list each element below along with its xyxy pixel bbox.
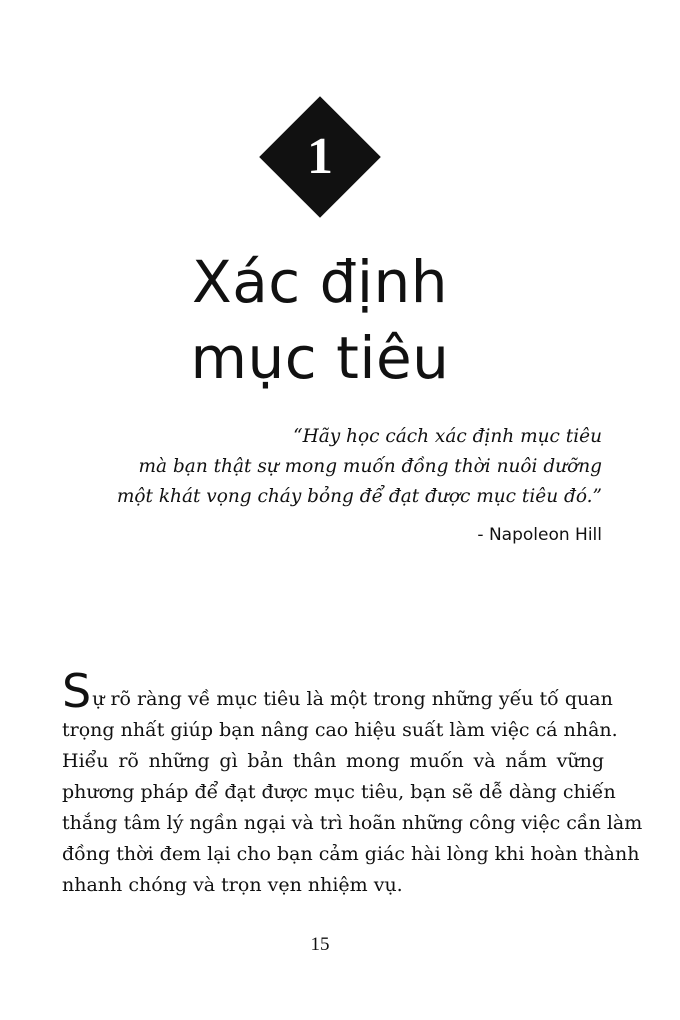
body-line-2: trọng nhất giúp bạn nâng cao hiệu suất làm việc cá nhân. [62,719,618,741]
body-line-6: đồng thời đem lại cho bạn cảm giác hài lòng khi hoàn thành [62,843,640,865]
body-line-1 [62,664,613,718]
epigraph-quote [82,422,602,550]
body-paragraph [62,664,643,901]
body-line-7: nhanh chóng và trọn vẹn nhiệm vụ. [62,874,403,896]
epigraph-author: - Napoleon Hill [477,525,602,545]
body-line-3: Hiểu rõ những gì bản thân mong muốn và nắm vững [62,750,604,772]
body-line-1-text: ự rõ ràng về mục tiêu là một trong những yếu tố quan [92,688,613,710]
body-line-4: phương pháp để đạt được mục tiêu, bạn sẽ dễ dàng chiến [62,781,616,803]
epigraph-line-3: một khát vọng cháy bỏng để đạt được mục tiêu đó.” [116,486,602,507]
body-line-5: thắng tâm lý ngần ngại và trì hoãn những công việc cần làm [62,812,643,834]
chapter-title-line-2: mục tiêu [190,324,450,392]
page-number: 15 [310,934,330,955]
epigraph-line-2: mà bạn thật sự mong muốn đồng thời nuôi dưỡng [138,456,602,477]
chapter-title-line-1: Xác định [191,248,449,316]
chapter-number: 1 [307,128,333,185]
epigraph-line-1: “Hãy học cách xác định mục tiêu [293,426,602,447]
chapter-title [140,244,500,396]
drop-cap: S [62,664,92,718]
